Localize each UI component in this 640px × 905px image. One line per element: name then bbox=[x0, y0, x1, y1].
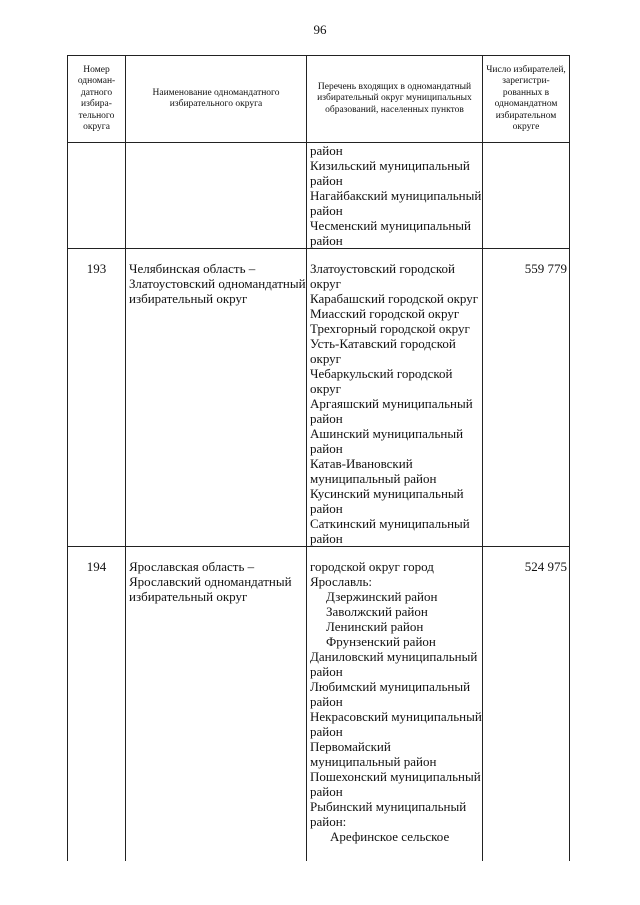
table-header-row bbox=[68, 56, 570, 143]
districts-table bbox=[67, 55, 570, 861]
municipality-list bbox=[307, 249, 483, 547]
list-item: Рыбинский муниципальный район: bbox=[310, 799, 467, 829]
district-number bbox=[68, 143, 126, 249]
list-item: Златоустовский городской округ bbox=[310, 261, 455, 291]
list-item: Пошехонский муниципальный район bbox=[310, 769, 481, 799]
list-item: Чебаркульский городской округ bbox=[310, 366, 453, 396]
list-item: Дзержинский район bbox=[326, 589, 438, 604]
list-item: Трехгорный городской округ bbox=[310, 321, 470, 336]
list-item: Фрунзенский район bbox=[326, 634, 436, 649]
list-item: Чесменский муниципальный район bbox=[310, 218, 471, 248]
list-item: Некрасовский муниципальный район bbox=[310, 709, 482, 739]
list-item: Ленинский район bbox=[326, 619, 424, 634]
list-item: Усть-Катавский городской округ bbox=[310, 336, 456, 366]
list-item: Ашинский муниципальный район bbox=[310, 426, 464, 456]
header-number: Номер одноман-датного избира-тельного округа bbox=[68, 56, 126, 143]
list-item: Нагайбакский муниципальный район bbox=[310, 188, 482, 218]
header-name: Наименование одномандатного избирательного округа bbox=[126, 56, 307, 143]
municipality-list bbox=[307, 547, 483, 862]
district-name bbox=[126, 143, 307, 249]
district-name: Ярославская область – Ярославский одномандатный избирательный округ bbox=[126, 547, 307, 862]
voter-count: 559 779 bbox=[483, 249, 570, 547]
header-count: Число избирателей, зарегистри-рованных в одномандатном избирательном округе bbox=[483, 56, 570, 143]
district-number: 193 bbox=[68, 249, 126, 547]
municipality-list bbox=[307, 143, 483, 249]
list-item: Кизильский муниципальный район bbox=[310, 158, 470, 188]
header-list: Перечень входящих в одномандатный избирательный округ муниципальных образований, населенных пунктов bbox=[307, 56, 483, 143]
list-item: Арефинское сельское bbox=[330, 829, 450, 844]
list-item: Саткинский муниципальный район bbox=[310, 516, 470, 546]
list-item: Заволжский район bbox=[326, 604, 428, 619]
list-item: Любимский муниципальный район bbox=[310, 679, 471, 709]
list-item: Карабашский городской округ bbox=[310, 291, 479, 306]
table-row bbox=[68, 547, 570, 862]
voter-count: 524 975 bbox=[483, 547, 570, 862]
list-item: район bbox=[310, 143, 343, 158]
list-item: Аргаяшский муниципальный район bbox=[310, 396, 473, 426]
voter-count bbox=[483, 143, 570, 249]
table-row bbox=[68, 143, 570, 249]
list-item: Даниловский муниципальный район bbox=[310, 649, 478, 679]
list-item: Кусинский муниципальный район bbox=[310, 486, 464, 516]
district-number: 194 bbox=[68, 547, 126, 862]
list-item: Катав-Ивановский муниципальный район bbox=[310, 456, 437, 486]
list-item: Первомайский муниципальный район bbox=[310, 739, 437, 769]
list-item: Миасский городской округ bbox=[310, 306, 460, 321]
table-row bbox=[68, 249, 570, 547]
district-name: Челябинская область – Златоустовский одномандатный избирательный округ bbox=[126, 249, 307, 547]
list-item: городской округ город Ярославль: bbox=[310, 559, 434, 589]
page-number: 96 bbox=[313, 22, 327, 37]
